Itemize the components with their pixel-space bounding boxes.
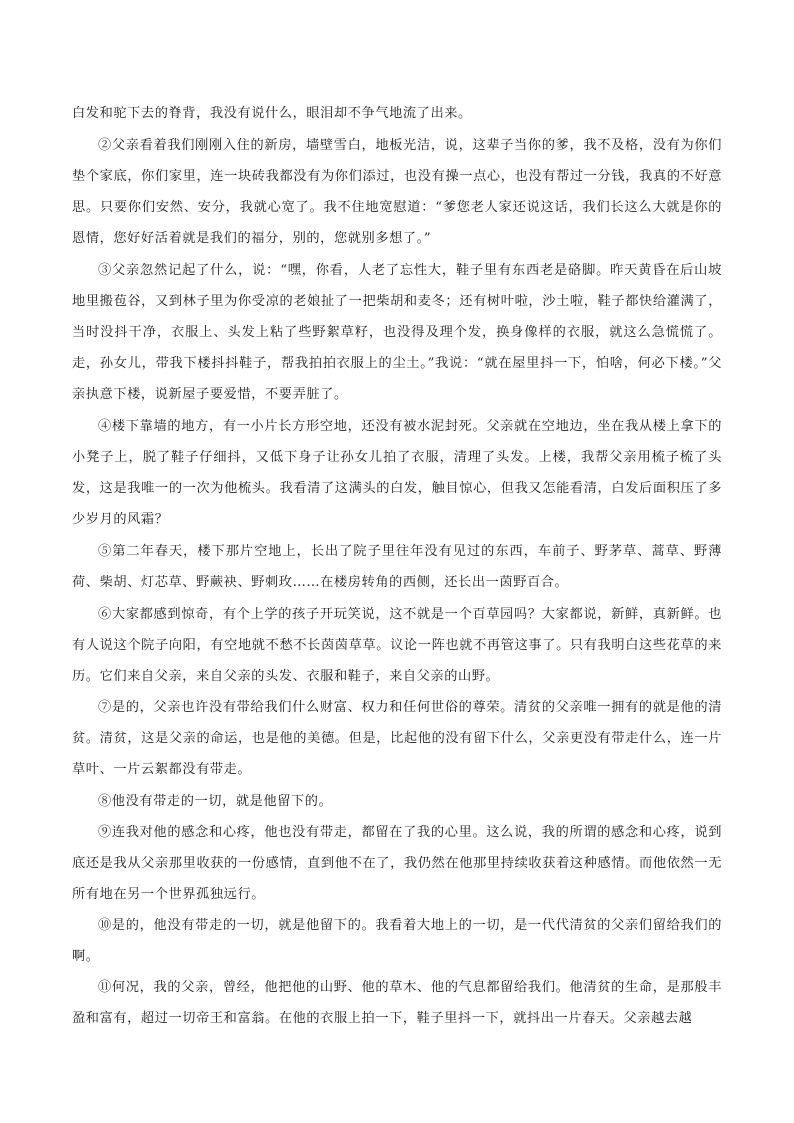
paragraph-continuation: 白发和驼下去的脊背，我没有说什么，眼泪却不争气地流了出来。 — [72, 106, 472, 121]
paragraph-6: ⑥大家都感到惊奇，有个上学的孩子开玩笑说，这不就是一个百草园吗？大家都说，新鲜，真新鲜。也有人说这个院子向阳，有空地就不愁不长茵茵草草。议论一阵也就不再管这事了。只有我明白这些花草的来历。它们来自父亲，来自父亲的头发、衣服和鞋子，来自父亲的山野。 — [72, 607, 722, 684]
paragraph-7: ⑦是的，父亲也许没有带给我们什么财富、权力和任何世俗的尊荣。清贫的父亲唯一拥有的就是他的清贫。清贫，这是父亲的命运，也是他的美德。但是，比起他的没有留下什么，父亲更没有带走什么，连一片草叶、一片云絮都没有带走。 — [72, 700, 722, 777]
paragraph-9: ⑨连我对他的感念和心疼，他也没有带走，都留在了我的心里。这么说，我的所谓的感念和心疼，说到底还是我从父亲那里收获的一份感情，直到他不在了，我仍然在他那里持续收获着这种感情。而他依然一无所有地在另一个世界孤独远行。 — [72, 825, 722, 902]
paragraph-11: ⑪何况，我的父亲，曾经，他把他的山野、他的草木、他的气息都留给我们。他清贫的生命，是那般丰盈和富有，超过一切帝王和富翁。在他的衣服上拍一下，鞋子里抖一下，就抖出一片春天。父亲越去越 — [72, 980, 722, 1026]
paragraph-3: ③父亲忽然记起了什么，说：“嘿，你看，人老了忘性大，鞋子里有东西老是硌脚。昨天黄昏在后山坡地里搬苞谷，又到林子里为你受凉的老娘扯了一把柴胡和麦冬；还有树叶啦，沙土啦，鞋子都快给灌满了，当时没抖干净，衣服上、头发上粘了些野絮草籽，也没得及理个发，换身像样的衣服，就这么急慌慌了。走，孙女儿，带我下楼抖抖鞋子，帮我拍拍衣服上的尘土。”我说：“就在屋里抖一下，怕啥，何必下楼。”父亲执意下楼，说新屋子要爱惜，不要弄脏了。 — [72, 263, 722, 402]
paragraph-5: ⑤第二年春天，楼下那片空地上，长出了院子里往年没有见过的东西，车前子、野茅草、蒿草、野薄荷、柴胡、灯芯草、野蕨袂、野刺玫……在楼房转角的西侧，还长出一茵野百合。 — [72, 544, 722, 590]
paragraph-4: ④楼下靠墙的地方，有一小片长方形空地，还没有被水泥封死。父亲就在空地边，坐在我从楼上拿下的小凳子上，脱了鞋子仔细抖，又低下身子让孙女儿拍了衣服，清理了头发。上楼，我帮父亲用梳子梳了头发，这是我唯一的一次为他梳头。我看清了这满头的白发，触目惊心，但我又怎能看清，白发后面积压了多少岁月的风霜？ — [72, 419, 722, 527]
paragraph-2: ②父亲看着我们刚刚入住的新房，墙壁雪白，地板光洁，说，这辈子当你的爹，我不及格，没有为你们垫个家底，你们家里，连一块砖我都没有为你们添过，也没有操一点心，也没有帮过一分钱，我真的不好意思。只要你们安然、安分，我就心宽了。我不住地宽慰道：“爹您老人家还说这话，我们长这么大就是你的恩情，您好好活着就是我们的福分，别的，您就别多想了。” — [72, 138, 722, 246]
paragraph-8: ⑧他没有带走的一切，就是他留下的。 — [98, 794, 333, 809]
paragraph-10: ⑩是的，他没有带走的一切，就是他留下的。我看着大地上的一切，是一代代清贫的父亲们留给我们的啊。 — [72, 918, 722, 964]
